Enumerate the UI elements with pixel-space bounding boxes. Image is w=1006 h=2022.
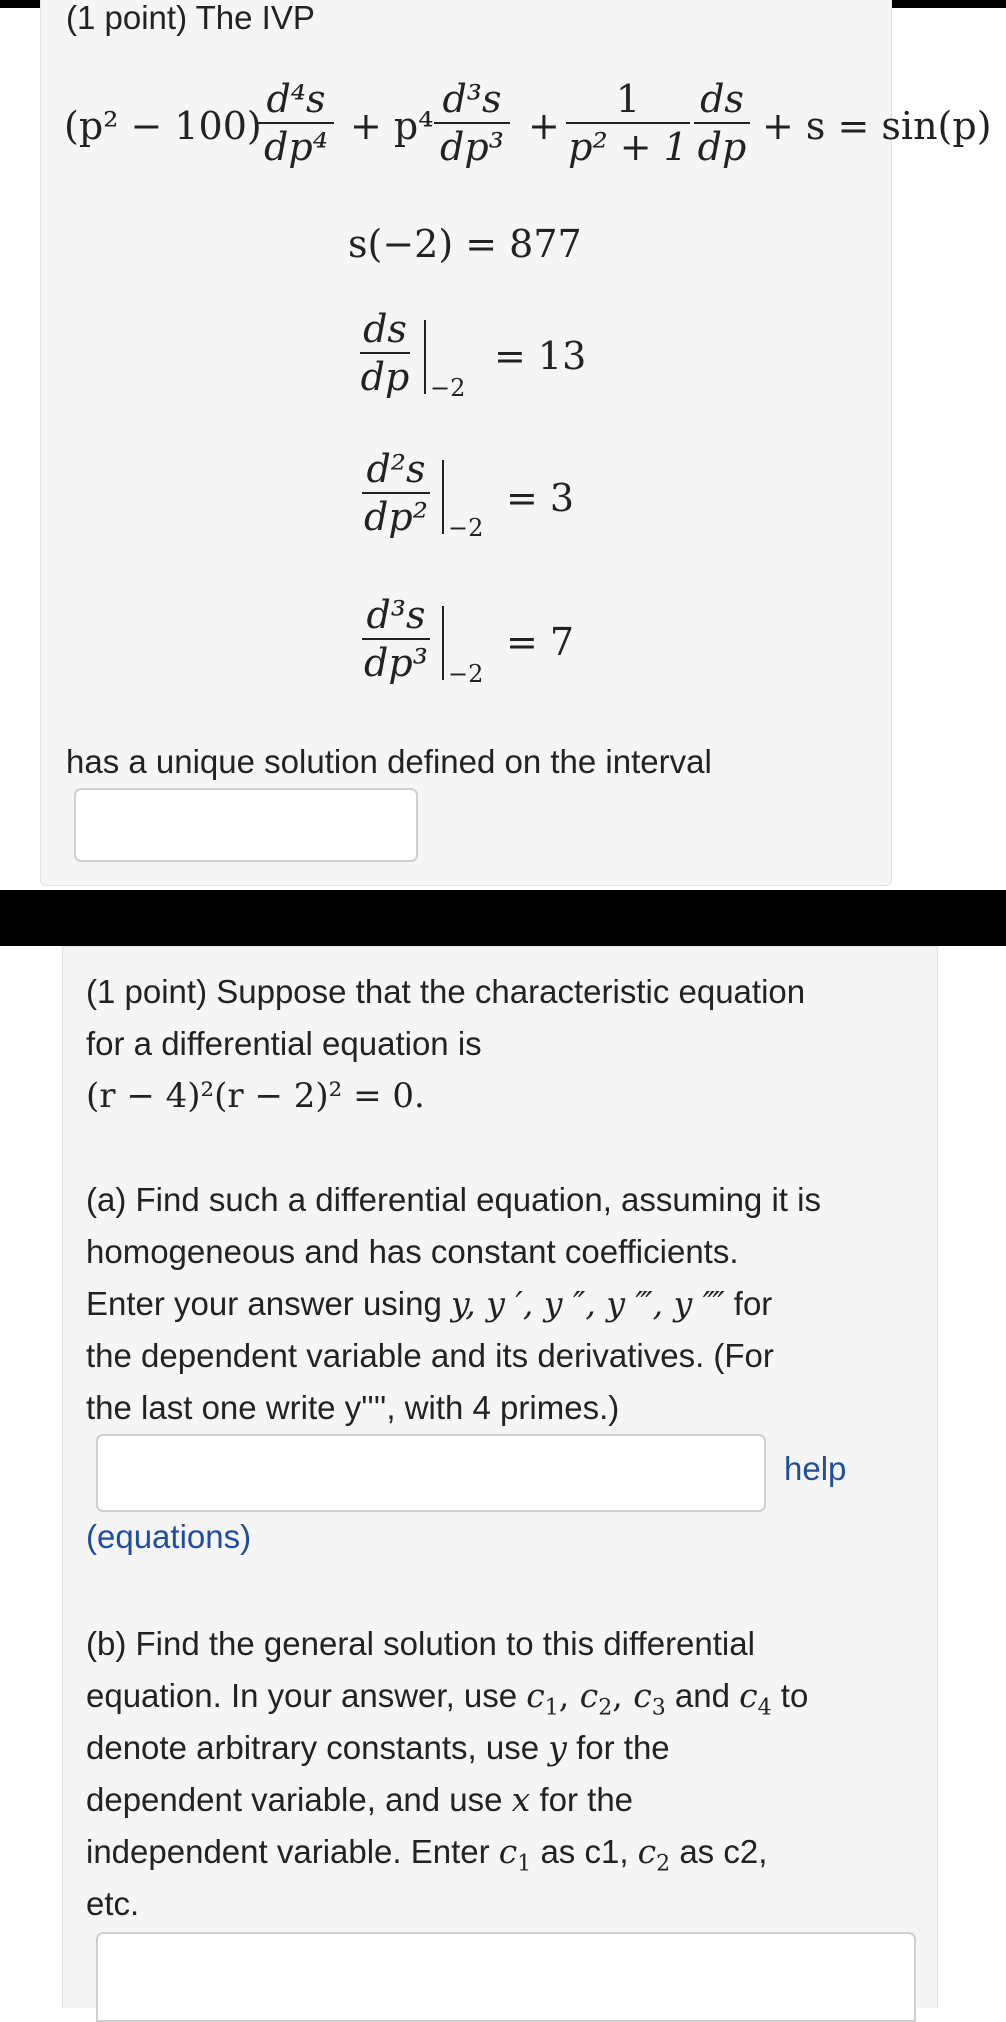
enter-c2-letter: c [637,1832,657,1871]
part-b-line-5 [86,1826,906,1878]
const-c3-sub: 3 [651,1695,666,1721]
const-c1 [526,1676,559,1721]
part-b-answer-input[interactable] [96,1932,916,2022]
eq-term1-num: d⁴s [266,77,326,121]
ic-d3s-at: −2 [448,660,484,688]
ic-d2s-eval-bar [442,460,444,534]
ic-d2s-num: d²s [366,447,426,491]
problem-2-intro [86,966,906,1122]
const-c4-letter: c [739,1676,758,1715]
enter-c1-sub: 1 [517,1851,532,1877]
var-y: y [548,1728,567,1767]
eq-term2-num: d³s [442,77,502,121]
eq-term3-fraction [566,76,690,170]
eq-rhs: + s = sin(p) [762,104,992,148]
eq-term4-num: ds [700,77,744,121]
const-c4 [739,1676,772,1721]
part-b-line-1: (b) Find the general solution to this differential [86,1625,755,1662]
part-a-line-4: the dependent variable and its derivatives. (For [86,1337,774,1374]
intro-line-2: for a differential equation is [86,1025,482,1062]
part-b-line-2: equation. In your answer, use $c_1$, $c_2$, $c_3$ and $c_4$ to [86,1676,809,1721]
ic-ds-den: dp [360,352,410,400]
help-link[interactable]: help [784,1450,847,1487]
part-a-text [86,1174,906,1434]
part-b-text [86,1618,906,1930]
part-b-line-6: etc. [86,1885,140,1922]
interval-answer-input[interactable] [74,788,418,862]
eq-factor: (p² − 100) [64,104,262,148]
enter-c1-letter: c [498,1832,518,1871]
eq-term1-den: dp⁴ [258,122,334,170]
interval-prompt: has a unique solution defined on the interval [66,743,712,780]
ic-d2s-den: dp² [362,492,430,540]
const-c4-sub: 4 [757,1695,772,1721]
eq-term4-fraction [694,76,750,170]
part-a-answer-input[interactable] [96,1434,766,1512]
part-b-line-3-pre: denote arbitrary constants, use [86,1729,540,1766]
const-c1-sub: 1 [544,1695,559,1721]
const-c3-letter: c [633,1676,652,1715]
ic-d2s-fraction [362,446,430,540]
eq-plus-p4: + p⁴ [350,104,434,148]
eq-term2-fraction [434,76,510,170]
enter-c2 [637,1832,671,1877]
eq-term4-den: dp [694,122,750,170]
ic-s: s(−2) = 877 [348,222,582,266]
const-c1-letter: c [526,1676,545,1715]
ic-d3s-value: = 7 [506,620,575,664]
part-a-line-2: homogeneous and has constant coefficients. [86,1233,739,1270]
intro-line-1: (1 point) Suppose that the characteristic equation [86,973,806,1010]
const-c2 [579,1676,613,1721]
eq-term3-den: p² + 1 [566,122,690,170]
const-c3 [633,1676,666,1721]
part-b-line-4 [86,1774,906,1826]
part-b-line-2-post: to [780,1677,809,1714]
part-b-line-2-and: and [674,1677,730,1714]
eq-term1-fraction [258,76,334,170]
section-divider-bar [0,890,1006,946]
eq-term2-den: dp³ [434,122,510,170]
ic-d3s-num: d³s [366,593,426,637]
part-a-line-3-pre: Enter your answer using [86,1285,442,1322]
part-b-line-3 [86,1722,906,1774]
part-b-line-5-as2: as c2, [679,1833,768,1870]
ic-d2s-value: = 3 [506,476,575,520]
part-b-line-4-pre: dependent variable, and use [86,1781,503,1818]
part-b-line-5-as1: as c1, [540,1833,629,1870]
enter-c1 [498,1832,532,1877]
part-a-line-3-post: for [733,1285,773,1322]
part-b-line-3-post: for the [576,1729,670,1766]
eq-plus: + [528,104,560,148]
ic-ds-num: ds [363,307,407,351]
ic-d3s-den: dp³ [362,638,430,686]
const-c2-sub: 2 [598,1695,613,1721]
part-a-line-5: the last one write y'''', with 4 primes.) [86,1389,620,1426]
eq-term3-num: 1 [615,77,641,121]
part-b-line-5-pre: independent variable. Enter [86,1833,490,1870]
part-b-line-4-post: for the [539,1781,634,1818]
part-b-line-2-pre: equation. In your answer, use [86,1677,518,1714]
ic-d3s-fraction [362,592,430,686]
part-a-line-3 [86,1278,906,1330]
problem-1-header: (1 point) The IVP [66,0,315,36]
part-a-line-1: (a) Find such a differential equation, assuming it is [86,1181,821,1218]
ic-ds-fraction [360,306,410,400]
ic-d3s-eval-bar [442,606,444,680]
derivative-notation: y, y ′, y ″, y ‴, y ⁗ [451,1284,725,1323]
ic-ds-value: = 13 [494,334,587,378]
const-c2-letter: c [579,1676,599,1715]
ic-ds-eval-bar [424,320,426,394]
equations-help-link[interactable]: (equations) [86,1518,252,1555]
ic-d2s-at: −2 [448,514,484,542]
characteristic-equation: (r − 4)²(r − 2)² = 0. [86,1076,425,1116]
ic-ds-at: −2 [430,374,466,402]
var-x: x [511,1780,531,1819]
enter-c2-sub: 2 [656,1851,671,1877]
